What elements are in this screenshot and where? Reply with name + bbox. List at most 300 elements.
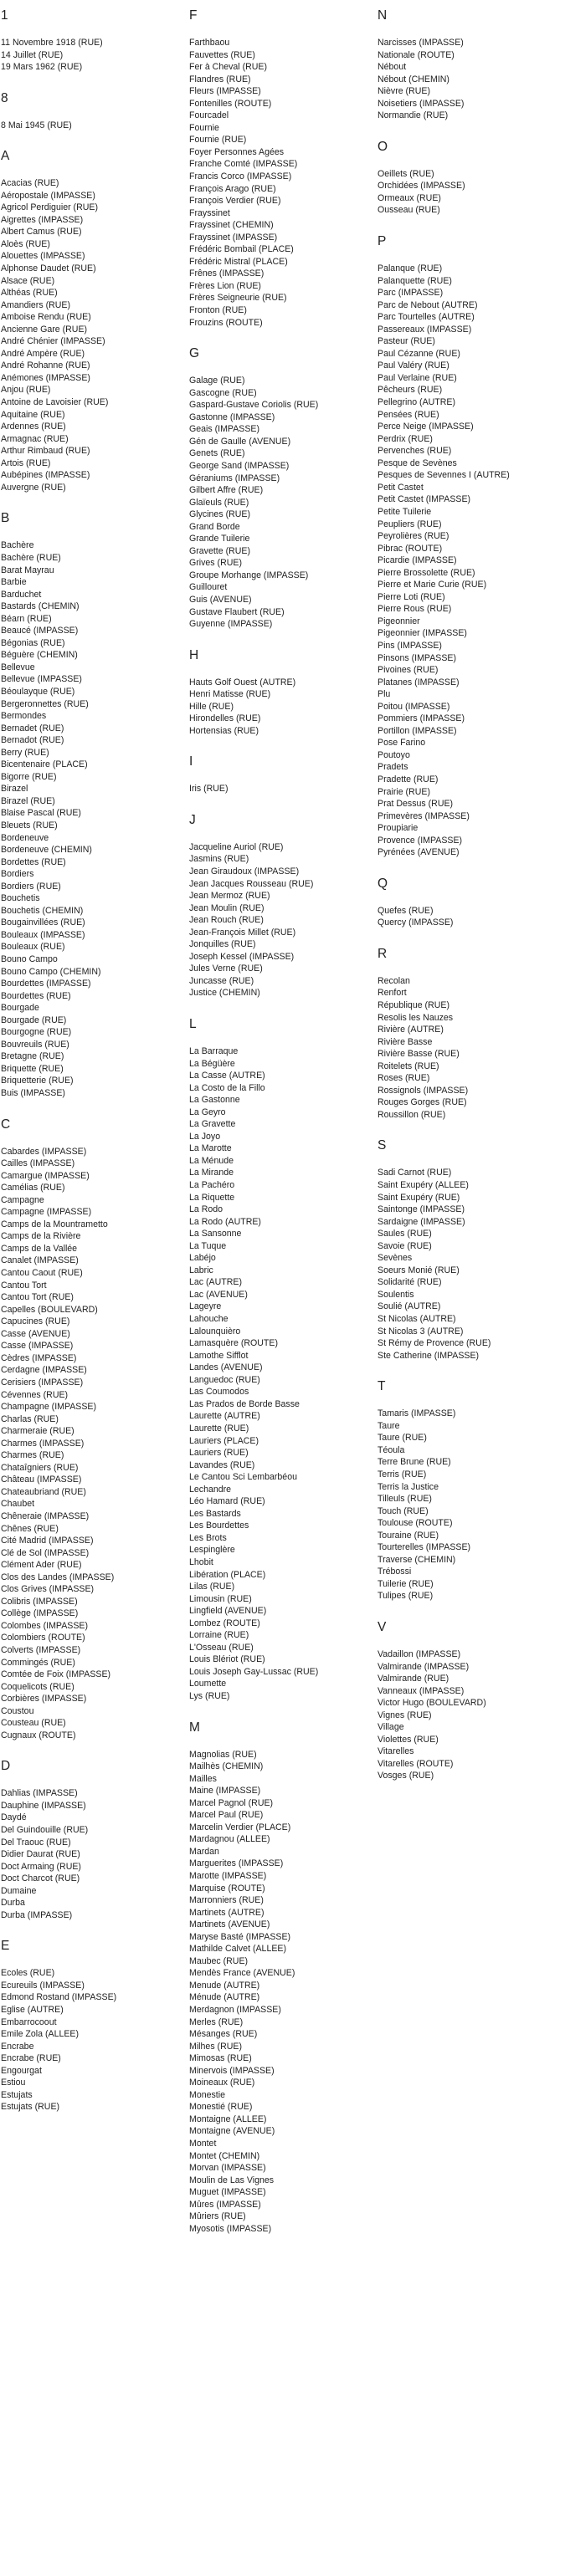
street-name-item[interactable]: Frédéric Bombail (PLACE) [189,244,294,255]
street-name-item[interactable]: Campagne [1,1194,44,1205]
street-name-item[interactable]: Minervois (IMPASSE) [189,2065,275,2076]
street-name-item[interactable]: Touch (RUE) [378,1505,429,1516]
street-name-item[interactable]: Pierre et Marie Curie (RUE) [378,580,487,590]
street-name-item[interactable]: Perdrix (RUE) [378,433,433,444]
street-name-item[interactable]: Pierre Loti (RUE) [378,591,445,602]
street-name-item[interactable]: Pêcheurs (RUE) [378,385,443,396]
street-name-item[interactable]: Agricol Perdiguier (RUE) [1,202,98,213]
street-name-item[interactable]: Mûres (IMPASSE) [189,2199,261,2210]
street-name-item[interactable]: Amandiers (RUE) [1,299,71,310]
street-name-item[interactable]: Pervenches (RUE) [378,446,452,457]
street-name-item[interactable]: Canalet (IMPASSE) [1,1255,79,1266]
street-name-item[interactable]: Barduchet [1,589,42,600]
street-name-item[interactable]: Tamaris (IMPASSE) [378,1408,456,1419]
street-name-item[interactable]: Bigorre (RUE) [1,771,57,782]
street-name-item[interactable]: Soeurs Monié (RUE) [378,1265,460,1275]
street-name-item[interactable]: Iris (RUE) [189,784,229,795]
street-name-item[interactable]: Mimosas (RUE) [189,2053,252,2064]
street-name-item[interactable]: Paul Valéry (RUE) [378,360,449,371]
street-name-item[interactable]: Peyrolières (RUE) [378,531,449,542]
street-name-item[interactable]: Parc de Nebout (AUTRE) [378,299,478,310]
street-name-item[interactable]: Lechandre [189,1484,232,1495]
street-name-item[interactable]: Mardan [189,1846,219,1857]
street-name-item[interactable]: Grande Tuilerie [189,534,250,544]
street-name-item[interactable]: Gastonne (IMPASSE) [189,411,275,422]
street-name-item[interactable]: Saint Exupéry (RUE) [378,1192,460,1203]
street-name-item[interactable]: Frayssinet [189,207,230,218]
street-name-item[interactable]: Fer à Cheval (RUE) [189,62,268,73]
street-name-item[interactable]: Limousin (RUE) [189,1593,252,1604]
street-name-item[interactable]: Bégonias (RUE) [1,637,65,648]
street-name-item[interactable]: Maryse Basté (IMPASSE) [189,1931,291,1942]
street-name-item[interactable]: Béarn (RUE) [1,613,52,624]
street-name-item[interactable]: Flandres (RUE) [189,74,251,84]
street-name-item[interactable]: Marronniers (RUE) [189,1895,264,1906]
street-name-item[interactable]: Clé de Sol (IMPASSE) [1,1547,90,1558]
street-name-item[interactable]: Bouchetis (CHEMIN) [1,905,84,916]
street-name-item[interactable]: Farthbaou [189,38,230,48]
street-name-item[interactable]: Bermondes [1,711,47,722]
street-name-item[interactable]: Platanes (IMPASSE) [378,677,460,687]
street-name-item[interactable]: 8 Mai 1945 (RUE) [1,120,72,130]
street-name-item[interactable]: Milhes (RUE) [189,2041,242,2052]
street-name-item[interactable]: Clos Grives (IMPASSE) [1,1584,95,1595]
street-name-item[interactable]: Joseph Kessel (IMPASSE) [189,951,295,962]
street-name-item[interactable]: Colombes (IMPASSE) [1,1620,89,1631]
street-name-item[interactable]: Camps de la Vallée [1,1243,78,1254]
street-name-item[interactable]: Sadi Carnot (RUE) [378,1168,452,1178]
street-name-item[interactable]: Aloès (RUE) [1,238,50,249]
street-name-item[interactable]: Foyer Personnes Agées [189,146,285,157]
street-name-item[interactable]: Prairie (RUE) [378,786,430,797]
street-name-item[interactable]: Rivière (AUTRE) [378,1025,444,1035]
street-name-item[interactable]: Cugnaux (ROUTE) [1,1730,76,1740]
street-name-item[interactable]: Pesques de Sevennes I (AUTRE) [378,470,510,481]
street-name-item[interactable]: Mûriers (RUE) [189,2211,246,2222]
street-name-item[interactable]: Lilas (RUE) [189,1582,235,1592]
street-name-item[interactable]: Jonquilles (RUE) [189,939,256,950]
street-name-item[interactable]: Soulentis [378,1289,414,1300]
street-name-item[interactable]: Rivière Basse [378,1036,433,1047]
street-name-item[interactable]: Pins (IMPASSE) [378,640,442,651]
street-name-item[interactable]: Encrabe (RUE) [1,2053,61,2064]
street-name-item[interactable]: Armagnac (RUE) [1,433,69,444]
street-name-item[interactable]: Louis Joseph Gay-Lussac (RUE) [189,1666,319,1677]
street-name-item[interactable]: Gaspard-Gustave Coriolis (RUE) [189,400,319,411]
street-name-item[interactable]: St Nicolas (AUTRE) [378,1314,456,1325]
street-name-item[interactable]: Géraniums (IMPASSE) [189,473,280,483]
street-name-item[interactable]: Soulié (AUTRE) [378,1301,441,1312]
street-name-item[interactable]: Resolis les Nauzes [378,1012,454,1023]
street-name-item[interactable]: Chênes (RUE) [1,1523,59,1534]
street-name-item[interactable]: Colombiers (ROUTE) [1,1633,85,1643]
street-name-item[interactable]: Moulin de Las Vignes [189,2175,275,2185]
street-name-item[interactable]: Lorraine (RUE) [189,1630,249,1641]
street-name-item[interactable]: Charmes (IMPASSE) [1,1438,85,1449]
street-name-item[interactable]: Béguère (CHEMIN) [1,650,78,661]
street-name-item[interactable]: Laurette (AUTRE) [189,1411,260,1422]
street-name-item[interactable]: Peupliers (RUE) [378,519,442,529]
street-name-item[interactable]: Bachère [1,540,34,551]
street-name-item[interactable]: La Joyo [189,1131,221,1142]
street-name-item[interactable]: Mailhès (CHEMIN) [189,1761,264,1772]
street-name-item[interactable]: Jules Verne (RUE) [189,963,263,974]
street-name-item[interactable]: Barbie [1,577,27,588]
street-name-item[interactable]: Libération (PLACE) [189,1569,266,1580]
street-name-item[interactable]: Portillon (IMPASSE) [378,725,457,736]
street-name-item[interactable]: Laurette (RUE) [189,1423,249,1434]
street-name-item[interactable]: Cerisiers (IMPASSE) [1,1377,84,1388]
street-name-item[interactable]: Tulipes (RUE) [378,1591,434,1602]
street-name-item[interactable]: Vitarelles [378,1746,414,1757]
street-name-item[interactable]: Bellevue [1,662,35,672]
street-name-item[interactable]: Pivoines (RUE) [378,665,439,676]
street-name-item[interactable]: Pensées (RUE) [378,409,439,420]
street-name-item[interactable]: Jean Jacques Rousseau (RUE) [189,878,314,889]
street-name-item[interactable]: François Arago (RUE) [189,183,276,194]
street-name-item[interactable]: Cerdagne (IMPASSE) [1,1365,87,1376]
street-name-item[interactable]: Bougainvillées (RUE) [1,917,85,928]
street-name-item[interactable]: La Gastonne [189,1095,240,1106]
street-name-item[interactable]: Colibris (IMPASSE) [1,1596,78,1607]
street-name-item[interactable]: Alphonse Daudet (RUE) [1,263,96,274]
street-name-item[interactable]: Cévennes (RUE) [1,1389,69,1400]
street-name-item[interactable]: La Bégüère [189,1058,235,1069]
street-name-item[interactable]: Artois (RUE) [1,457,51,468]
street-name-item[interactable]: Bouvreuils (RUE) [1,1039,69,1050]
street-name-item[interactable]: Plu [378,689,391,700]
street-name-item[interactable]: Bellevue (IMPASSE) [1,674,82,685]
street-name-item[interactable]: Frères Lion (RUE) [189,280,261,291]
street-name-item[interactable]: La Gravette [189,1119,236,1130]
street-name-item[interactable]: Vosges (RUE) [378,1771,434,1781]
street-name-item[interactable]: Pierre Brossolette (RUE) [378,567,475,578]
street-name-item[interactable]: Petite Tuilerie [378,506,432,517]
street-name-item[interactable]: Bouno Campo [1,954,58,964]
street-name-item[interactable]: George Sand (IMPASSE) [189,460,290,471]
street-name-item[interactable]: Durba [1,1898,25,1909]
street-name-item[interactable]: Rossignols (IMPASSE) [378,1085,469,1096]
street-name-item[interactable]: Bouchetis [1,893,40,904]
street-name-item[interactable]: Ousseau (RUE) [378,205,440,216]
street-name-item[interactable]: Gravette (RUE) [189,545,250,556]
street-name-item[interactable]: La Casse (AUTRE) [189,1071,265,1081]
street-name-item[interactable]: Charmeraie (RUE) [1,1426,74,1437]
street-name-item[interactable]: Alouettes (IMPASSE) [1,251,85,262]
street-name-item[interactable]: Montaigne (AVENUE) [189,2126,275,2137]
street-name-item[interactable]: Louis Blériot (RUE) [189,1654,265,1665]
street-name-item[interactable]: Perce Neige (IMPASSE) [378,422,474,432]
street-name-item[interactable]: Charlas (RUE) [1,1413,59,1424]
street-name-item[interactable]: Chataîgniers (RUE) [1,1462,79,1473]
street-name-item[interactable]: Justice (CHEMIN) [189,988,260,999]
street-name-item[interactable]: Birazel (RUE) [1,795,55,806]
street-name-item[interactable]: Clément Ader (RUE) [1,1560,82,1571]
street-name-item[interactable]: Lys (RUE) [189,1690,230,1701]
street-name-item[interactable]: Bordeneuve [1,832,49,843]
street-name-item[interactable]: Fauvettes (RUE) [189,49,255,60]
street-name-item[interactable]: Jasmins (RUE) [189,854,249,865]
street-name-item[interactable]: Berry (RUE) [1,747,49,758]
street-name-item[interactable]: Village [378,1722,404,1733]
street-name-item[interactable]: Ormeaux (RUE) [378,192,441,203]
street-name-item[interactable]: Magnolias (RUE) [189,1749,257,1760]
street-name-item[interactable]: Saintonge (IMPASSE) [378,1204,465,1215]
street-name-item[interactable]: Bourdettes (IMPASSE) [1,979,91,989]
street-name-item[interactable]: Lhobit [189,1556,213,1567]
street-name-item[interactable]: Camargue (IMPASSE) [1,1170,90,1181]
street-name-item[interactable]: Petit Castet (IMPASSE) [378,494,471,505]
street-name-item[interactable]: La Mirande [189,1168,234,1178]
street-name-item[interactable]: Pose Farino [378,738,426,749]
street-name-item[interactable]: Pierre Rous (RUE) [378,604,452,615]
street-name-item[interactable]: Toulouse (ROUTE) [378,1518,453,1529]
street-name-item[interactable]: Emile Zola (ALLEE) [1,2029,80,2040]
street-name-item[interactable]: Taure (RUE) [378,1433,427,1444]
street-name-item[interactable]: Tuilerie (RUE) [378,1578,434,1589]
street-name-item[interactable]: Merdagnon (IMPASSE) [189,2005,281,2016]
street-name-item[interactable]: Engourgat [1,2065,42,2076]
street-name-item[interactable]: Ménude (AUTRE) [189,1992,260,2003]
street-name-item[interactable]: Montet (CHEMIN) [189,2150,260,2161]
street-name-item[interactable]: Paul Cézanne (RUE) [378,348,460,359]
street-name-item[interactable]: Estujats [1,2089,33,2100]
street-name-item[interactable]: Landes (AVENUE) [189,1362,263,1373]
street-name-item[interactable]: Bastards (CHEMIN) [1,601,80,612]
street-name-item[interactable]: La Riquette [189,1192,235,1203]
street-name-item[interactable]: Téoula [378,1444,405,1455]
street-name-item[interactable]: Merles (RUE) [189,2016,244,2027]
street-name-item[interactable]: Glaïeuls (RUE) [189,497,249,508]
street-name-item[interactable]: Ecoles (RUE) [1,1968,55,1979]
street-name-item[interactable]: Passereaux (IMPASSE) [378,324,472,335]
street-name-item[interactable]: Martinets (AUTRE) [189,1907,265,1918]
street-name-item[interactable]: 11 Novembre 1918 (RUE) [1,38,103,48]
street-name-item[interactable]: Renfort [378,988,407,999]
street-name-item[interactable]: Marcel Paul (RUE) [189,1810,264,1821]
street-name-item[interactable]: Lespinglère [189,1545,235,1556]
street-name-item[interactable]: Monestié (RUE) [189,2102,253,2113]
street-name-item[interactable]: Estujats (RUE) [1,2102,60,2113]
street-name-item[interactable]: Mathilde Calvet (ALLEE) [189,1944,286,1955]
street-name-item[interactable]: Lac (AUTRE) [189,1277,242,1288]
street-name-item[interactable]: Morvan (IMPASSE) [189,2163,266,2174]
street-name-item[interactable]: Labric [189,1265,213,1275]
street-name-item[interactable]: Bernadot (RUE) [1,735,64,746]
street-name-item[interactable]: Chateaubriand (RUE) [1,1486,86,1497]
street-name-item[interactable]: Savoie (RUE) [378,1240,432,1251]
street-name-item[interactable]: Sardaigne (IMPASSE) [378,1216,465,1227]
street-name-item[interactable]: Frédéric Mistral (PLACE) [189,256,288,267]
street-name-item[interactable]: Groupe Morhange (IMPASSE) [189,570,309,580]
street-name-item[interactable]: Camélias (RUE) [1,1183,65,1193]
street-name-item[interactable]: Marguerites (IMPASSE) [189,1858,284,1869]
street-name-item[interactable]: Bordettes (RUE) [1,856,66,867]
street-name-item[interactable]: Dauphine (IMPASSE) [1,1800,86,1811]
street-name-item[interactable]: Guyenne (IMPASSE) [189,619,273,630]
street-name-item[interactable]: Victor Hugo (BOULEVARD) [378,1698,486,1709]
street-name-item[interactable]: Althéas (RUE) [1,288,58,299]
street-name-item[interactable]: Poitou (IMPASSE) [378,701,450,712]
street-name-item[interactable]: Moineaux (RUE) [189,2078,255,2088]
street-name-item[interactable]: Ancienne Gare (RUE) [1,324,88,335]
street-name-item[interactable]: Frouzins (ROUTE) [189,317,263,328]
street-name-item[interactable]: Briquette (RUE) [1,1063,64,1074]
street-name-item[interactable]: Hille (RUE) [189,701,234,712]
street-name-item[interactable]: Lombez (ROUTE) [189,1618,260,1628]
street-name-item[interactable]: Las Prados de Borde Basse [189,1398,300,1409]
street-name-item[interactable]: Anémones (IMPASSE) [1,372,90,383]
street-name-item[interactable]: St Rémy de Provence (RUE) [378,1338,491,1349]
street-name-item[interactable]: Bourgade (RUE) [1,1015,67,1025]
street-name-item[interactable]: Commingés (RUE) [1,1657,75,1668]
street-name-item[interactable]: Pibrac (ROUTE) [378,543,443,554]
street-name-item[interactable]: Briquetterie (RUE) [1,1076,74,1086]
street-name-item[interactable]: Glycines (RUE) [189,509,250,520]
street-name-item[interactable]: Comtée de Foix (IMPASSE) [1,1669,111,1680]
street-name-item[interactable]: Pradets [378,762,408,773]
street-name-item[interactable]: Bachère (RUE) [1,552,61,563]
street-name-item[interactable]: La Costo de la Fillo [189,1082,265,1093]
street-name-item[interactable]: Encrabe [1,2041,34,2052]
street-name-item[interactable]: Les Brots [189,1532,227,1543]
street-name-item[interactable]: André Rohanne (RUE) [1,360,90,371]
street-name-item[interactable]: Corbières (IMPASSE) [1,1694,87,1705]
street-name-item[interactable]: 19 Mars 1962 (RUE) [1,62,83,73]
street-name-item[interactable]: Prat Dessus (RUE) [378,799,454,810]
street-name-item[interactable]: Tourterelles (IMPASSE) [378,1542,471,1553]
street-name-item[interactable]: Campagne (IMPASSE) [1,1207,92,1218]
street-name-item[interactable]: Lingfield (AVENUE) [189,1606,267,1617]
street-name-item[interactable]: Roussillon (RUE) [378,1109,446,1120]
street-name-item[interactable]: Maine (IMPASSE) [189,1786,261,1797]
street-name-item[interactable]: Estiou [1,2078,26,2088]
street-name-item[interactable]: Bordiers [1,869,34,880]
street-name-item[interactable]: Casse (AVENUE) [1,1328,70,1339]
street-name-item[interactable]: Léo Hamard (RUE) [189,1496,265,1507]
street-name-item[interactable]: Dahlias (IMPASSE) [1,1788,78,1799]
street-name-item[interactable]: Montaigne (ALLEE) [189,2113,267,2124]
street-name-item[interactable]: Lalounquièro [189,1326,241,1337]
street-name-item[interactable]: Galage (RUE) [189,376,245,386]
street-name-item[interactable]: Languedoc (RUE) [189,1374,260,1385]
street-name-item[interactable]: Juncasse (RUE) [189,975,254,986]
street-name-item[interactable]: Didier Daurat (RUE) [1,1849,80,1860]
street-name-item[interactable]: Proupiarie [378,823,419,834]
street-name-item[interactable]: Traverse (CHEMIN) [378,1554,456,1565]
street-name-item[interactable]: Eglise (AUTRE) [1,2005,64,2016]
street-name-item[interactable]: Les Bourdettes [189,1521,249,1531]
street-name-item[interactable]: Aéropostale (IMPASSE) [1,190,95,201]
street-name-item[interactable]: Collège (IMPASSE) [1,1608,79,1619]
street-name-item[interactable]: Menude (AUTRE) [189,1980,260,1991]
street-name-item[interactable]: Grand Borde [189,521,240,532]
street-name-item[interactable]: Mardagnou (ALLEE) [189,1834,270,1845]
street-name-item[interactable]: Nébout [378,62,407,73]
street-name-item[interactable]: La Pachéro [189,1180,235,1191]
street-name-item[interactable]: Trébossi [378,1567,412,1577]
street-name-item[interactable]: Ecureuils (IMPASSE) [1,1980,85,1991]
street-name-item[interactable]: Del Guindouille (RUE) [1,1825,89,1835]
street-name-item[interactable]: Capelles (BOULEVARD) [1,1304,98,1315]
street-name-item[interactable]: Vitarelles (ROUTE) [378,1758,454,1769]
street-name-item[interactable]: Fronton (RUE) [189,305,247,316]
street-name-item[interactable]: Acacias (RUE) [1,178,59,189]
street-name-item[interactable]: Quefes (RUE) [378,905,434,916]
street-name-item[interactable]: Vadaillon (IMPASSE) [378,1648,461,1659]
street-name-item[interactable]: La Rodo (AUTRE) [189,1216,261,1227]
street-name-item[interactable]: Pinsons (IMPASSE) [378,652,456,663]
street-name-item[interactable]: Francis Corco (IMPASSE) [189,171,292,182]
street-name-item[interactable]: Primevères (IMPASSE) [378,810,470,821]
street-name-item[interactable]: Frayssinet (CHEMIN) [189,220,274,231]
street-name-item[interactable]: Gascogne (RUE) [189,387,257,398]
street-name-item[interactable]: Saint Exupéry (ALLEE) [378,1180,469,1191]
street-name-item[interactable]: Aubépines (IMPASSE) [1,470,90,481]
street-name-item[interactable]: Jacqueline Auriol (RUE) [189,841,284,852]
street-name-item[interactable]: Chaubet [1,1499,35,1510]
street-name-item[interactable]: Nationale (ROUTE) [378,49,455,60]
street-name-item[interactable]: Rouges Gorges (RUE) [378,1097,467,1108]
street-name-item[interactable]: Fourcadel [189,110,229,121]
street-name-item[interactable]: Henri Matisse (RUE) [189,689,271,700]
street-name-item[interactable]: La Tuque [189,1240,227,1251]
street-name-item[interactable]: Pigeonnier (IMPASSE) [378,628,467,639]
street-name-item[interactable]: Jean-François Millet (RUE) [189,927,296,938]
street-name-item[interactable]: Poutoyo [378,749,410,760]
street-name-item[interactable]: Provence (IMPASSE) [378,835,463,846]
street-name-item[interactable]: Chêneraie (IMPASSE) [1,1510,90,1521]
street-name-item[interactable]: Roitelets (RUE) [378,1061,439,1071]
street-name-item[interactable]: Labéjo [189,1253,216,1264]
street-name-item[interactable]: Lauriers (RUE) [189,1448,249,1459]
street-name-item[interactable]: Aigrettes (IMPASSE) [1,214,84,225]
street-name-item[interactable]: Lamasquère (ROUTE) [189,1338,278,1349]
street-name-item[interactable]: André Chénier (IMPASSE) [1,336,105,347]
street-name-item[interactable]: Paul Verlaine (RUE) [378,372,457,383]
street-name-item[interactable]: Parc (IMPASSE) [378,288,444,299]
street-name-item[interactable]: La Ménude [189,1155,234,1166]
street-name-item[interactable]: Ardennes (RUE) [1,422,66,432]
street-name-item[interactable]: Casse (IMPASSE) [1,1341,74,1352]
street-name-item[interactable]: Mailles [189,1773,217,1784]
street-name-item[interactable]: Coquelicots (RUE) [1,1681,74,1692]
street-name-item[interactable]: Las Coumodos [189,1387,249,1398]
street-name-item[interactable]: Daydé [1,1812,27,1823]
street-name-item[interactable]: Quercy (IMPASSE) [378,917,454,928]
street-name-item[interactable]: Terris la Justice [378,1481,439,1492]
street-name-item[interactable]: Capucines (RUE) [1,1316,70,1327]
street-name-item[interactable]: La Barraque [189,1046,239,1056]
street-name-item[interactable]: Jean Mermoz (RUE) [189,891,270,902]
street-name-item[interactable]: Oeillets (RUE) [378,168,434,179]
street-name-item[interactable]: Bicentenaire (PLACE) [1,759,88,770]
street-name-item[interactable]: Auvergne (RUE) [1,482,66,493]
street-name-item[interactable]: Noisetiers (IMPASSE) [378,98,465,109]
street-name-item[interactable]: Genets (RUE) [189,448,245,459]
street-name-item[interactable]: Clos des Landes (IMPASSE) [1,1572,115,1582]
street-name-item[interactable]: Bernadet (RUE) [1,723,64,733]
street-name-item[interactable]: Château (IMPASSE) [1,1475,82,1485]
street-name-item[interactable]: Embarrocoout [1,2016,57,2027]
street-name-item[interactable]: Muguet (IMPASSE) [189,2187,266,2198]
street-name-item[interactable]: Cantou Caout (RUE) [1,1268,83,1279]
street-name-item[interactable]: Bourgade [1,1003,39,1014]
street-name-item[interactable]: Bergeronnettes (RUE) [1,698,89,709]
street-name-item[interactable]: Nébout (CHEMIN) [378,74,449,84]
street-name-item[interactable]: Mendès France (AVENUE) [189,1968,295,1979]
street-name-item[interactable]: Antoine de Lavoisier (RUE) [1,397,109,408]
